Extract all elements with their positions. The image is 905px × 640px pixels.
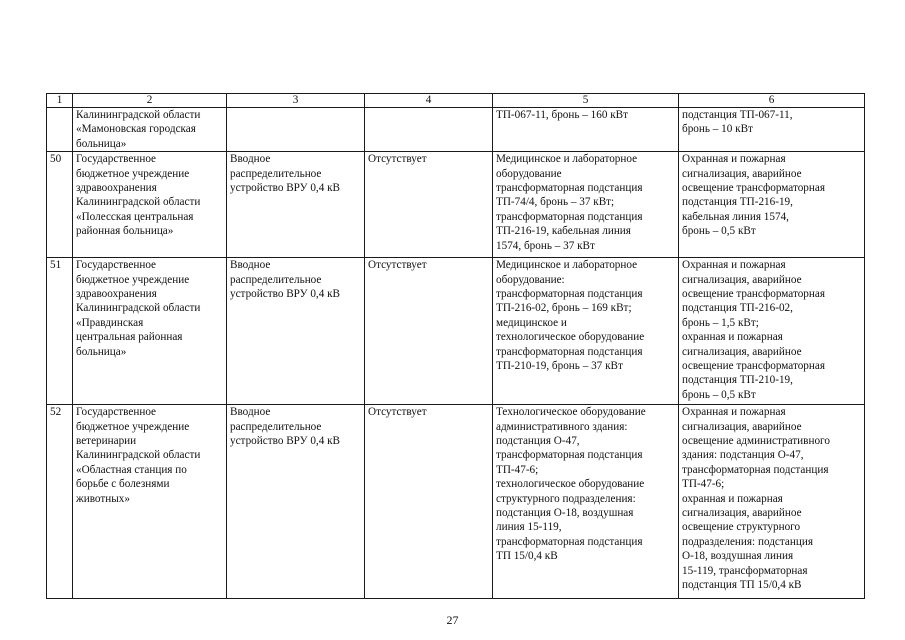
backup-status: Отсутствует — [365, 405, 493, 599]
column-header-6: 6 — [679, 94, 865, 108]
input-device: Вводное распределительное устройство ВРУ 0,4 кВ — [227, 152, 365, 258]
column-number-row — [47, 94, 865, 108]
backup-status: Отсутствует — [365, 258, 493, 405]
input-device — [227, 108, 365, 152]
column-header-2: 2 — [73, 94, 227, 108]
security-reserve: Охранная и пожарная сигнализация, аварийное освещение трансформаторная подстанция ТП-216-19, кабельная линия 1574, бронь – 0,5 кВт — [679, 152, 865, 258]
row-number: 52 — [47, 405, 73, 599]
institution-name: Государственное бюджетное учреждение ветеринарии Калининградской области «Областная станция по борьбе с болезнями животных» — [73, 405, 227, 599]
table-row — [47, 258, 865, 405]
row-number: 51 — [47, 258, 73, 405]
institution-name: Государственное бюджетное учреждение здравоохранения Калининградской области «Правдинская центральная районная больница» — [73, 258, 227, 405]
column-header-5: 5 — [493, 94, 679, 108]
row-number — [47, 108, 73, 152]
equipment-reserve: Медицинское и лабораторное оборудование: трансформаторная подстанция ТП-216-02, бронь – 169 кВт; медицинское и технологическое оборудование трансформаторная подстанция ТП-210-19, бронь – 37 кВт — [493, 258, 679, 405]
power-supply-table — [46, 93, 865, 599]
security-reserve: подстанция ТП-067-11, бронь – 10 кВт — [679, 108, 865, 152]
input-device: Вводное распределительное устройство ВРУ 0,4 кВ — [227, 405, 365, 599]
table-row — [47, 108, 865, 152]
table-row — [47, 152, 865, 258]
backup-status: Отсутствует — [365, 152, 493, 258]
institution-name: Калининградской области «Мамоновская городская больница» — [73, 108, 227, 152]
equipment-reserve: ТП-067-11, бронь – 160 кВт — [493, 108, 679, 152]
page-number: 27 — [446, 613, 459, 627]
table-row — [47, 405, 865, 599]
security-reserve: Охранная и пожарная сигнализация, аварийное освещение трансформаторная подстанция ТП-216-02, бронь – 1,5 кВт; охранная и пожарная сигнализация, аварийное освещение трансформаторная подстанция ТП-210-19, бронь – 0,5 кВт — [679, 258, 865, 405]
institution-name: Государственное бюджетное учреждение здравоохранения Калининградской области «Полесская центральная районная больница» — [73, 152, 227, 258]
equipment-reserve: Медицинское и лабораторное оборудование трансформаторная подстанция ТП-74/4, бронь – 37 кВт; трансформаторная подстанция ТП-216-19, кабельная линия 1574, бронь – 37 кВт — [493, 152, 679, 258]
equipment-reserve: Технологическое оборудование административного здания: подстанция О-47, трансформаторная подстанция ТП-47-6; технологическое оборудование структурного подразделения: подстанция О-18, воздушная линия 15-119, трансформаторная подстанция ТП 15/0,4 кВ — [493, 405, 679, 599]
input-device: Вводное распределительное устройство ВРУ 0,4 кВ — [227, 258, 365, 405]
security-reserve: Охранная и пожарная сигнализация, аварийное освещение административного здания: подстанция О-47, трансформаторная подстанция ТП-47-6; охранная и пожарная сигнализация, аварийное освещение структурного подразделения: подстанция О-18, воздушная линия 15-119, трансформаторная подстанция ТП 15/0,4 кВ — [679, 405, 865, 599]
column-header-4: 4 — [365, 94, 493, 108]
backup-status — [365, 108, 493, 152]
column-header-3: 3 — [227, 94, 365, 108]
column-header-1: 1 — [47, 94, 73, 108]
row-number: 50 — [47, 152, 73, 258]
